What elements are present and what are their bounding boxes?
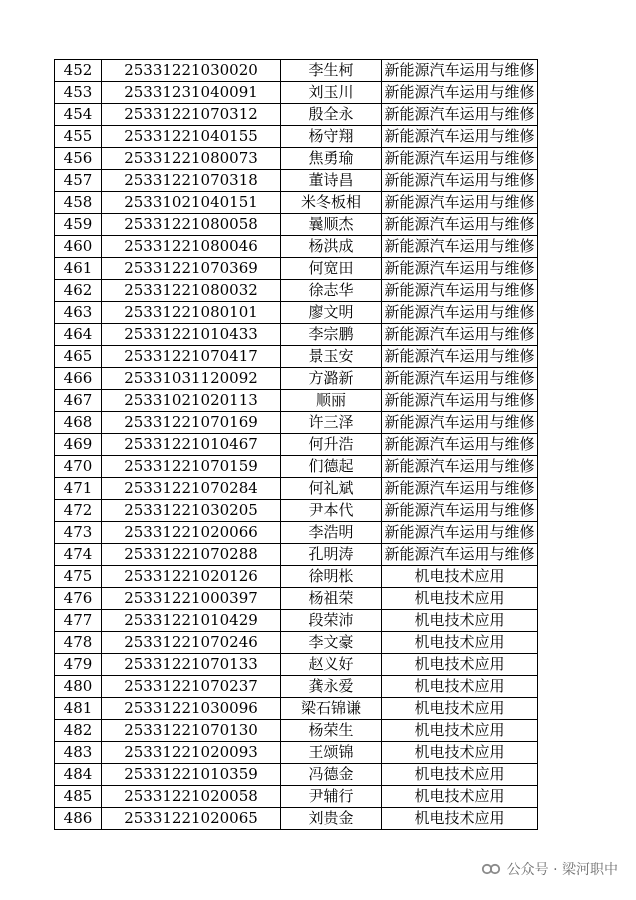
student-id-cell: 25331221030205 bbox=[102, 500, 281, 522]
student-name-cell: 孔明涛 bbox=[281, 544, 382, 566]
student-id-cell: 25331221020065 bbox=[102, 808, 281, 830]
student-name-cell: 徐志华 bbox=[281, 280, 382, 302]
major-cell: 新能源汽车运用与维修 bbox=[382, 544, 538, 566]
row-number-cell: 465 bbox=[55, 346, 102, 368]
student-name-cell: 董诗昌 bbox=[281, 170, 382, 192]
table-row bbox=[55, 60, 538, 82]
table-row bbox=[55, 566, 538, 588]
table-row bbox=[55, 126, 538, 148]
row-number-cell: 476 bbox=[55, 588, 102, 610]
table-row bbox=[55, 654, 538, 676]
row-number-cell: 482 bbox=[55, 720, 102, 742]
student-roster-table bbox=[54, 59, 538, 830]
student-name-cell: 李文豪 bbox=[281, 632, 382, 654]
major-cell: 机电技术应用 bbox=[382, 764, 538, 786]
table-row bbox=[55, 764, 538, 786]
student-id-cell: 25331221070237 bbox=[102, 676, 281, 698]
student-id-cell: 25331031120092 bbox=[102, 368, 281, 390]
row-number-cell: 467 bbox=[55, 390, 102, 412]
student-name-cell: 米冬板相 bbox=[281, 192, 382, 214]
row-number-cell: 480 bbox=[55, 676, 102, 698]
student-name-cell: 尹本代 bbox=[281, 500, 382, 522]
student-id-cell: 25331221010429 bbox=[102, 610, 281, 632]
student-id-cell: 25331221080073 bbox=[102, 148, 281, 170]
student-id-cell: 25331221070169 bbox=[102, 412, 281, 434]
row-number-cell: 477 bbox=[55, 610, 102, 632]
row-number-cell: 475 bbox=[55, 566, 102, 588]
major-cell: 新能源汽车运用与维修 bbox=[382, 412, 538, 434]
student-name-cell: 许三泽 bbox=[281, 412, 382, 434]
table-row bbox=[55, 390, 538, 412]
major-cell: 新能源汽车运用与维修 bbox=[382, 60, 538, 82]
student-id-cell: 25331221020126 bbox=[102, 566, 281, 588]
student-id-cell: 25331221080058 bbox=[102, 214, 281, 236]
major-cell: 新能源汽车运用与维修 bbox=[382, 346, 538, 368]
major-cell: 机电技术应用 bbox=[382, 676, 538, 698]
student-name-cell: 杨荣生 bbox=[281, 720, 382, 742]
table-row bbox=[55, 478, 538, 500]
table-row bbox=[55, 698, 538, 720]
student-name-cell: 李浩明 bbox=[281, 522, 382, 544]
student-id-cell: 25331221020093 bbox=[102, 742, 281, 764]
table-row bbox=[55, 632, 538, 654]
student-id-cell: 25331221080101 bbox=[102, 302, 281, 324]
row-number-cell: 486 bbox=[55, 808, 102, 830]
student-id-cell: 25331021020113 bbox=[102, 390, 281, 412]
student-name-cell: 刘玉川 bbox=[281, 82, 382, 104]
row-number-cell: 473 bbox=[55, 522, 102, 544]
table-row bbox=[55, 214, 538, 236]
student-id-cell: 25331221080032 bbox=[102, 280, 281, 302]
student-id-cell: 25331221070369 bbox=[102, 258, 281, 280]
student-name-cell: 殷全永 bbox=[281, 104, 382, 126]
row-number-cell: 470 bbox=[55, 456, 102, 478]
row-number-cell: 478 bbox=[55, 632, 102, 654]
student-name-cell: 赵义好 bbox=[281, 654, 382, 676]
row-number-cell: 455 bbox=[55, 126, 102, 148]
major-cell: 新能源汽车运用与维修 bbox=[382, 434, 538, 456]
row-number-cell: 454 bbox=[55, 104, 102, 126]
student-id-cell: 25331221040155 bbox=[102, 126, 281, 148]
row-number-cell: 485 bbox=[55, 786, 102, 808]
student-name-cell: 尹辅行 bbox=[281, 786, 382, 808]
row-number-cell: 459 bbox=[55, 214, 102, 236]
student-name-cell: 廖文明 bbox=[281, 302, 382, 324]
table-row bbox=[55, 302, 538, 324]
major-cell: 新能源汽车运用与维修 bbox=[382, 104, 538, 126]
table-row bbox=[55, 368, 538, 390]
student-id-cell: 25331221020066 bbox=[102, 522, 281, 544]
table-row bbox=[55, 676, 538, 698]
row-number-cell: 462 bbox=[55, 280, 102, 302]
row-number-cell: 474 bbox=[55, 544, 102, 566]
student-name-cell: 段荣沛 bbox=[281, 610, 382, 632]
row-number-cell: 468 bbox=[55, 412, 102, 434]
table-row bbox=[55, 324, 538, 346]
student-name-cell: 龚永爱 bbox=[281, 676, 382, 698]
student-name-cell: 李宗鹏 bbox=[281, 324, 382, 346]
student-name-cell: 杨祖荣 bbox=[281, 588, 382, 610]
student-id-cell: 25331221070284 bbox=[102, 478, 281, 500]
student-id-cell: 25331221070159 bbox=[102, 456, 281, 478]
table-row bbox=[55, 236, 538, 258]
major-cell: 新能源汽车运用与维修 bbox=[382, 302, 538, 324]
table-row bbox=[55, 82, 538, 104]
row-number-cell: 457 bbox=[55, 170, 102, 192]
table-row bbox=[55, 786, 538, 808]
major-cell: 机电技术应用 bbox=[382, 698, 538, 720]
student-id-cell: 25331221070318 bbox=[102, 170, 281, 192]
student-name-cell: 王颂锦 bbox=[281, 742, 382, 764]
student-id-cell: 25331021040151 bbox=[102, 192, 281, 214]
table-row bbox=[55, 148, 538, 170]
table-row bbox=[55, 258, 538, 280]
student-name-cell: 顺丽 bbox=[281, 390, 382, 412]
table-row bbox=[55, 280, 538, 302]
wechat-watermark bbox=[481, 859, 618, 879]
row-number-cell: 466 bbox=[55, 368, 102, 390]
student-id-cell: 25331221070130 bbox=[102, 720, 281, 742]
major-cell: 机电技术应用 bbox=[382, 654, 538, 676]
student-name-cell: 徐明枨 bbox=[281, 566, 382, 588]
row-number-cell: 479 bbox=[55, 654, 102, 676]
table-row bbox=[55, 720, 538, 742]
student-id-cell: 25331221070417 bbox=[102, 346, 281, 368]
table-row bbox=[55, 500, 538, 522]
major-cell: 新能源汽车运用与维修 bbox=[382, 500, 538, 522]
table-row bbox=[55, 544, 538, 566]
major-cell: 新能源汽车运用与维修 bbox=[382, 324, 538, 346]
student-name-cell: 杨守翔 bbox=[281, 126, 382, 148]
major-cell: 新能源汽车运用与维修 bbox=[382, 192, 538, 214]
table-row bbox=[55, 456, 538, 478]
student-name-cell: 焦勇瑜 bbox=[281, 148, 382, 170]
student-name-cell: 何宽田 bbox=[281, 258, 382, 280]
row-number-cell: 471 bbox=[55, 478, 102, 500]
major-cell: 机电技术应用 bbox=[382, 566, 538, 588]
table-row bbox=[55, 522, 538, 544]
major-cell: 新能源汽车运用与维修 bbox=[382, 214, 538, 236]
student-name-cell: 何升浩 bbox=[281, 434, 382, 456]
student-name-cell: 们德起 bbox=[281, 456, 382, 478]
student-id-cell: 25331231040091 bbox=[102, 82, 281, 104]
student-name-cell: 景玉安 bbox=[281, 346, 382, 368]
major-cell: 机电技术应用 bbox=[382, 720, 538, 742]
table-row bbox=[55, 170, 538, 192]
row-number-cell: 452 bbox=[55, 60, 102, 82]
row-number-cell: 484 bbox=[55, 764, 102, 786]
table-row bbox=[55, 104, 538, 126]
major-cell: 新能源汽车运用与维修 bbox=[382, 170, 538, 192]
student-id-cell: 25331221000397 bbox=[102, 588, 281, 610]
table-row bbox=[55, 434, 538, 456]
major-cell: 新能源汽车运用与维修 bbox=[382, 258, 538, 280]
student-id-cell: 25331221010433 bbox=[102, 324, 281, 346]
student-id-cell: 25331221070288 bbox=[102, 544, 281, 566]
major-cell: 机电技术应用 bbox=[382, 742, 538, 764]
student-id-cell: 25331221080046 bbox=[102, 236, 281, 258]
student-name-cell: 曩顺杰 bbox=[281, 214, 382, 236]
student-name-cell: 刘贵金 bbox=[281, 808, 382, 830]
student-name-cell: 李生柯 bbox=[281, 60, 382, 82]
student-name-cell: 冯德金 bbox=[281, 764, 382, 786]
row-number-cell: 472 bbox=[55, 500, 102, 522]
row-number-cell: 453 bbox=[55, 82, 102, 104]
table-row bbox=[55, 742, 538, 764]
table-row bbox=[55, 588, 538, 610]
major-cell: 新能源汽车运用与维修 bbox=[382, 236, 538, 258]
major-cell: 机电技术应用 bbox=[382, 610, 538, 632]
student-id-cell: 25331221070133 bbox=[102, 654, 281, 676]
major-cell: 新能源汽车运用与维修 bbox=[382, 280, 538, 302]
table-row bbox=[55, 192, 538, 214]
row-number-cell: 483 bbox=[55, 742, 102, 764]
major-cell: 新能源汽车运用与维修 bbox=[382, 368, 538, 390]
student-id-cell: 25331221070246 bbox=[102, 632, 281, 654]
student-name-cell: 杨洪成 bbox=[281, 236, 382, 258]
table-row bbox=[55, 346, 538, 368]
row-number-cell: 463 bbox=[55, 302, 102, 324]
major-cell: 新能源汽车运用与维修 bbox=[382, 148, 538, 170]
student-id-cell: 25331221030096 bbox=[102, 698, 281, 720]
roster-table-body bbox=[55, 60, 538, 830]
row-number-cell: 481 bbox=[55, 698, 102, 720]
student-name-cell: 方潞新 bbox=[281, 368, 382, 390]
student-id-cell: 25331221030020 bbox=[102, 60, 281, 82]
major-cell: 新能源汽车运用与维修 bbox=[382, 478, 538, 500]
wechat-official-account-icon bbox=[481, 862, 501, 876]
table-row bbox=[55, 808, 538, 830]
row-number-cell: 469 bbox=[55, 434, 102, 456]
major-cell: 机电技术应用 bbox=[382, 632, 538, 654]
watermark-text: 公众号 · 梁河职中 bbox=[506, 862, 618, 878]
row-number-cell: 456 bbox=[55, 148, 102, 170]
student-id-cell: 25331221020058 bbox=[102, 786, 281, 808]
student-name-cell: 梁石锦谦 bbox=[281, 698, 382, 720]
row-number-cell: 458 bbox=[55, 192, 102, 214]
major-cell: 新能源汽车运用与维修 bbox=[382, 126, 538, 148]
student-id-cell: 25331221010359 bbox=[102, 764, 281, 786]
table-row bbox=[55, 610, 538, 632]
major-cell: 新能源汽车运用与维修 bbox=[382, 522, 538, 544]
row-number-cell: 461 bbox=[55, 258, 102, 280]
major-cell: 机电技术应用 bbox=[382, 588, 538, 610]
student-name-cell: 何礼斌 bbox=[281, 478, 382, 500]
student-id-cell: 25331221070312 bbox=[102, 104, 281, 126]
major-cell: 新能源汽车运用与维修 bbox=[382, 82, 538, 104]
student-id-cell: 25331221010467 bbox=[102, 434, 281, 456]
major-cell: 新能源汽车运用与维修 bbox=[382, 456, 538, 478]
row-number-cell: 460 bbox=[55, 236, 102, 258]
major-cell: 新能源汽车运用与维修 bbox=[382, 390, 538, 412]
major-cell: 机电技术应用 bbox=[382, 786, 538, 808]
major-cell: 机电技术应用 bbox=[382, 808, 538, 830]
row-number-cell: 464 bbox=[55, 324, 102, 346]
table-row bbox=[55, 412, 538, 434]
